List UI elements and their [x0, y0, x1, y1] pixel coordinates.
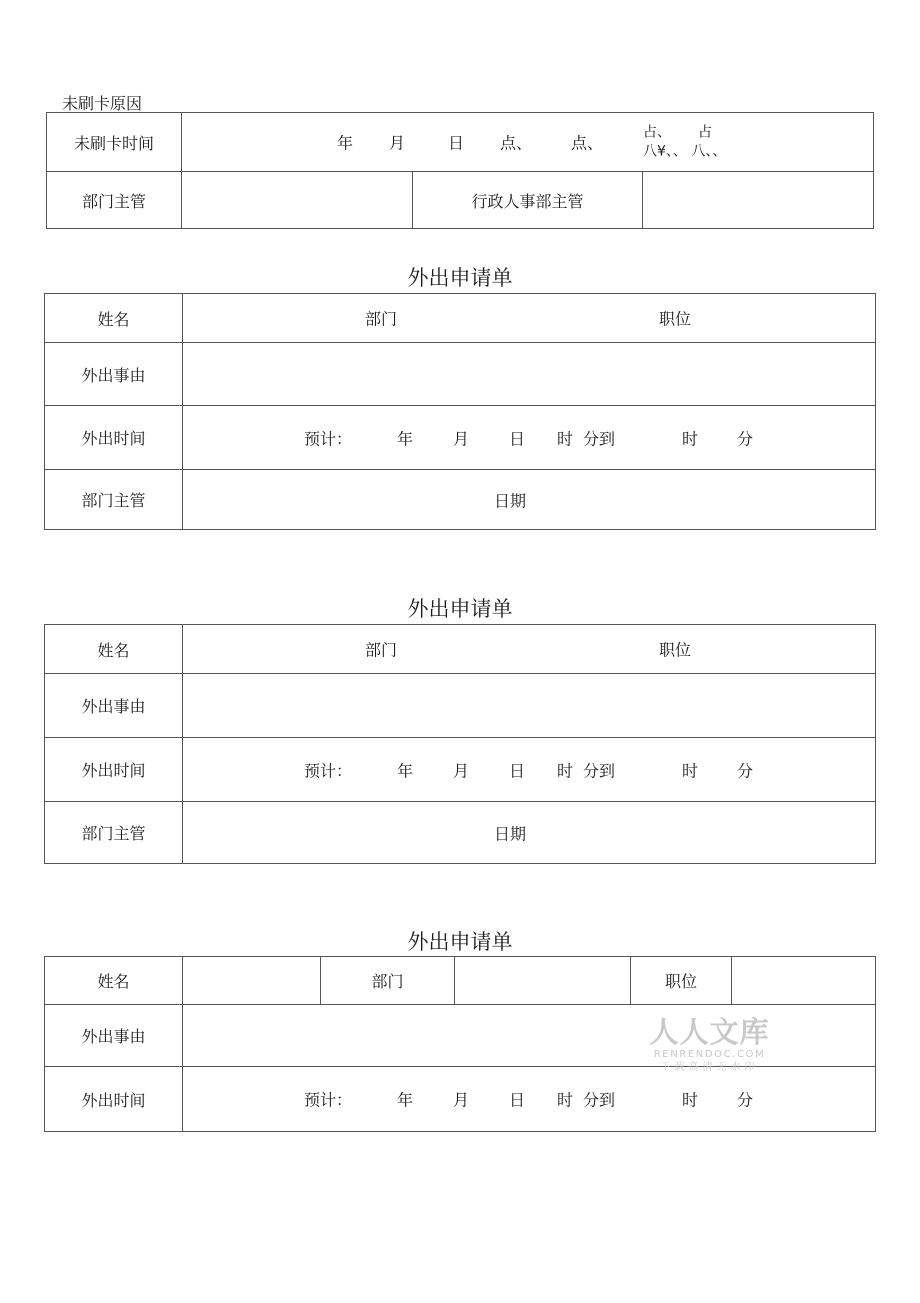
hr-supervisor-field[interactable] — [643, 172, 874, 229]
year-unit: 年 — [397, 761, 414, 780]
time-field[interactable] — [183, 1067, 876, 1132]
missed-card-time-cell[interactable] — [182, 113, 874, 172]
missed-card-reason-label: 未刷卡原因 — [62, 94, 143, 113]
dept-label: 部门 — [321, 957, 455, 1005]
supervisor-date-cell[interactable] — [183, 802, 876, 864]
hr-supervisor-label: 行政人事部主管 — [413, 172, 643, 229]
end-minute-unit: 分 — [737, 429, 754, 448]
unit-hour-1: 点、 — [500, 133, 533, 153]
day-unit: 日 — [509, 761, 526, 780]
date-label: 日期 — [494, 824, 527, 843]
name-label: 姓名 — [45, 625, 183, 674]
supervisor-date-cell[interactable] — [183, 470, 876, 530]
unit-month: 月 — [389, 133, 406, 153]
watermark-domain: RENRENDOC.COM — [653, 1049, 766, 1060]
day-unit: 日 — [509, 429, 526, 448]
reason-field[interactable] — [183, 674, 876, 738]
time-label: 外出时间 — [45, 406, 183, 470]
hour-unit: 时 — [557, 761, 574, 780]
minute-to-unit: 分到 — [583, 1090, 616, 1110]
reason-label: 外出事由 — [45, 343, 183, 406]
name-label: 姓名 — [45, 294, 183, 343]
dept-label: 部门 — [365, 640, 398, 660]
end-hour-unit: 时 — [682, 1090, 699, 1110]
day-unit: 日 — [509, 1090, 526, 1110]
end-hour-unit: 时 — [682, 429, 699, 448]
date-label: 日期 — [494, 491, 527, 510]
time-field[interactable] — [183, 738, 876, 802]
name-dept-position-cell[interactable] — [183, 625, 876, 674]
watermark-tagline: 下载高清无水印 — [660, 1062, 759, 1073]
note-top-1: 占、 — [643, 124, 671, 141]
hour-unit: 时 — [557, 1090, 574, 1110]
estimate-label: 预计： — [304, 429, 353, 448]
reason-field[interactable] — [183, 343, 876, 406]
dept-supervisor-label: 部门主管 — [47, 172, 182, 229]
name-dept-position-cell[interactable] — [183, 294, 876, 343]
missed-card-table — [46, 112, 874, 229]
position-label: 职位 — [659, 640, 692, 660]
name-field[interactable] — [183, 957, 321, 1005]
note-bottom: 八¥、、 八、、 — [643, 143, 727, 160]
time-label: 外出时间 — [45, 1067, 183, 1132]
year-unit: 年 — [397, 429, 414, 448]
supervisor-label: 部门主管 — [45, 470, 183, 530]
form-2-title: 外出申请单 — [407, 597, 513, 621]
supervisor-label: 部门主管 — [45, 802, 183, 864]
position-label: 职位 — [659, 309, 692, 329]
form-3-title: 外出申请单 — [407, 930, 513, 954]
reason-label: 外出事由 — [45, 674, 183, 738]
end-hour-unit: 时 — [682, 761, 699, 780]
end-minute-unit: 分 — [737, 761, 754, 780]
note-top-2: 占 — [698, 124, 712, 141]
unit-hour-2: 点、 — [571, 133, 604, 153]
end-minute-unit: 分 — [737, 1090, 754, 1110]
minute-to-unit: 分到 — [583, 761, 616, 780]
reason-label: 外出事由 — [45, 1005, 183, 1067]
time-field[interactable] — [183, 406, 876, 470]
position-label: 职位 — [631, 957, 732, 1005]
name-label: 姓名 — [45, 957, 183, 1005]
form-3-table — [44, 956, 876, 1132]
unit-day: 日 — [448, 133, 465, 153]
watermark-brand: 人人文库 — [649, 1015, 770, 1049]
month-unit: 月 — [453, 761, 470, 780]
estimate-label: 预计： — [304, 1090, 353, 1110]
missed-card-time-label: 未刷卡时间 — [47, 113, 182, 172]
dept-label: 部门 — [365, 309, 398, 329]
year-unit: 年 — [397, 1090, 414, 1110]
form-1-table — [44, 293, 876, 530]
form-2-table — [44, 624, 876, 864]
month-unit: 月 — [453, 1090, 470, 1110]
time-label: 外出时间 — [45, 738, 183, 802]
minute-to-unit: 分到 — [583, 429, 616, 448]
estimate-label: 预计： — [304, 761, 353, 780]
dept-field[interactable] — [455, 957, 631, 1005]
month-unit: 月 — [453, 429, 470, 448]
unit-year: 年 — [337, 133, 354, 153]
position-field[interactable] — [732, 957, 876, 1005]
dept-supervisor-field[interactable] — [182, 172, 413, 229]
hour-unit: 时 — [557, 429, 574, 448]
reason-field[interactable] — [183, 1005, 876, 1067]
form-1-title: 外出申请单 — [407, 266, 513, 290]
